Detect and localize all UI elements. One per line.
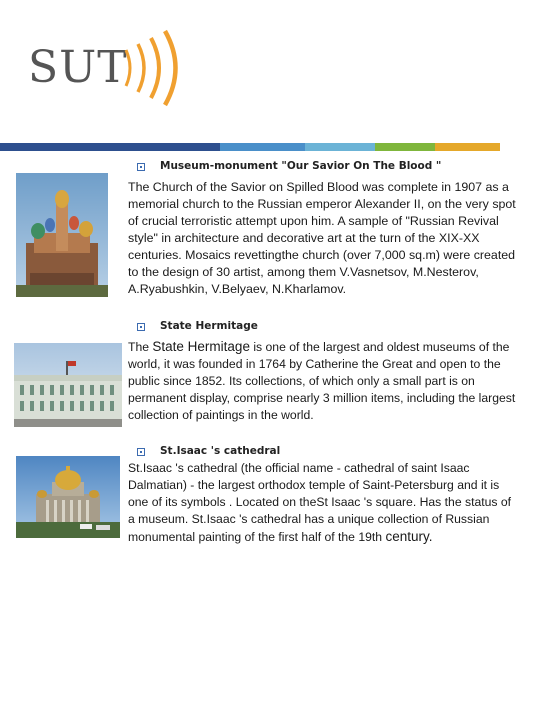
body-emphasis: State Hermitage [152, 339, 250, 354]
bullet-icon [137, 448, 145, 456]
cathedral-photo [16, 456, 120, 538]
section-body [128, 338, 520, 424]
logo-text: SUT [28, 42, 128, 93]
section-heading: St.Isaac 's cathedral [160, 445, 281, 457]
section-body [128, 460, 520, 546]
palace-photo [14, 343, 122, 427]
rule-segment [375, 143, 435, 151]
rule-segment [0, 143, 220, 151]
section-heading: State Hermitage [160, 320, 258, 332]
top-color-rule [0, 143, 540, 151]
logo-arcs-icon [120, 28, 190, 108]
body-lead: The [128, 340, 150, 354]
bullet-icon [137, 323, 145, 331]
body-end: century. [385, 529, 433, 544]
rule-segment [435, 143, 500, 151]
sut-logo [28, 28, 188, 108]
section-heading: Museum-monument "Our Savior On The Blood " [160, 160, 442, 172]
body-main: St.Isaac 's cathedral (the official name - cathedral of saint Isaac Dalmatian) - the largest orthodox temple of Saint-Petersburg and it is one of its symbols . Located on theSt Isaac 's square. Has the status of a museum. St.Isaac 's cathedral has a unique collection of Russian monumental painting of the first half of the 19th [128, 461, 512, 544]
section-body: The Church of the Savior on Spilled Blood was complete in 1907 as a memorial church to the Russian emperor Alexander II, on the very spot of crucial terroristic attempt upon him. A sample of "Russian Revival style" in architecture and decorative art at the turn of the XIX-XX centuries. Mosaics revettingthe church (over 7,000 sq.m) were created to the design of 30 artist, among them V.Vasnetsov, M.Nesterov, A.Ryabushkin, V.Belyaev, N.Kharlamov. [128, 180, 516, 296]
church-photo [16, 173, 108, 297]
rule-segment [305, 143, 375, 151]
rule-segment [220, 143, 305, 151]
bullet-icon [137, 163, 145, 171]
body-rest: is one of the largest and oldest museums of the world, it was founded in 1764 by Catherine the Great and open to the public since 1852. Its collections, of which only a small part is on permanent display, comprise nearly 3 million items, including the largest collection of paintings in the world. [128, 340, 516, 422]
